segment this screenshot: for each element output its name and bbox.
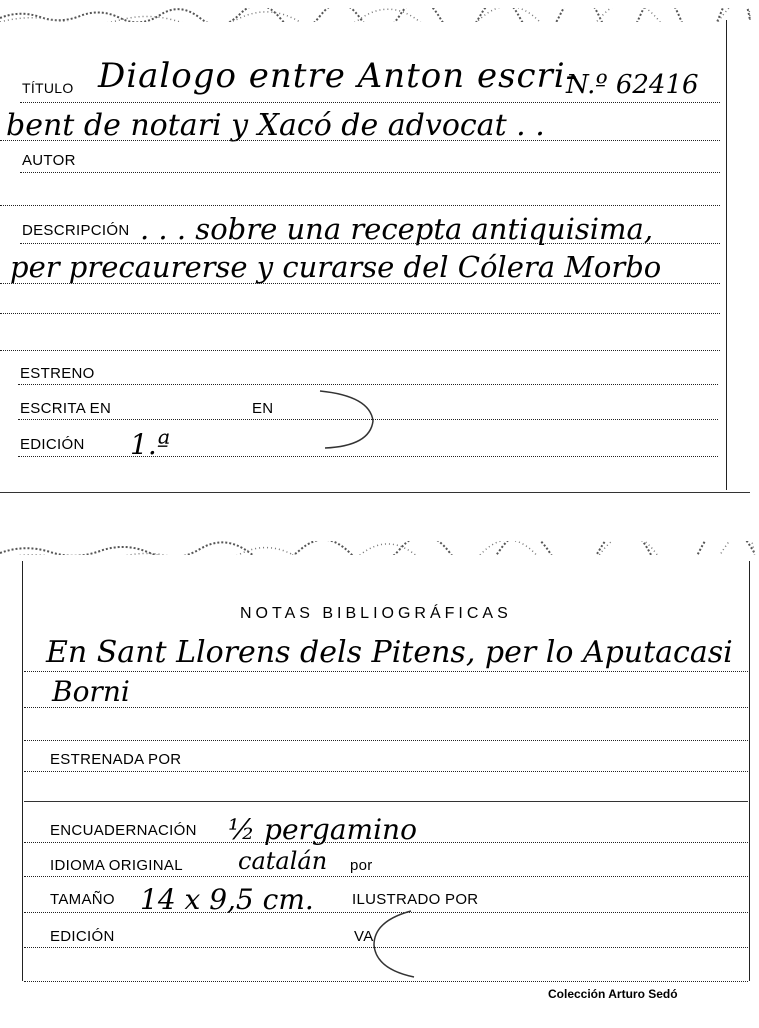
descripcion-rule-2 bbox=[0, 283, 720, 284]
notas-handwritten-1: En Sant Llorens dels Pitens, per lo Aputacasi bbox=[46, 635, 733, 670]
punch-hole-1 bbox=[315, 386, 385, 456]
titulo-handwritten-1: Dialogo entre Anton escri- bbox=[98, 56, 579, 96]
encuadernacion-rule bbox=[24, 842, 748, 843]
torn-edge bbox=[0, 8, 759, 22]
blank-rule-3 bbox=[0, 350, 720, 351]
idioma-value: catalán bbox=[238, 847, 328, 875]
en-label: EN bbox=[252, 400, 274, 417]
edicion-rule bbox=[18, 456, 718, 457]
card2-left-border bbox=[22, 561, 23, 981]
idioma-rule bbox=[24, 876, 748, 877]
estrenada-por-label: ESTRENADA POR bbox=[50, 751, 182, 768]
va-label: VA bbox=[354, 928, 374, 945]
notas-rule-3 bbox=[24, 740, 748, 741]
titulo-rule-2 bbox=[0, 140, 720, 141]
edicion2-label: EDICIÓN bbox=[50, 928, 115, 945]
idioma-label: IDIOMA ORIGINAL bbox=[50, 857, 183, 874]
tamano-label: TAMAÑO bbox=[50, 891, 115, 908]
titulo-label: TÍTULO bbox=[22, 80, 74, 96]
encuadernacion-value: ½ pergamino bbox=[228, 813, 417, 846]
edicion-value: 1.ª bbox=[130, 428, 171, 461]
encuadernacion-label: ENCUADERNACIÓN bbox=[50, 822, 197, 839]
card-right-border bbox=[726, 20, 727, 490]
notas-handwritten-2: Borni bbox=[52, 675, 130, 708]
estreno-rule bbox=[18, 384, 718, 385]
edicion-label: EDICIÓN bbox=[20, 436, 85, 453]
punch-hole-2 bbox=[366, 903, 426, 983]
notas-rule-2 bbox=[24, 707, 748, 708]
blank-rule-1 bbox=[0, 205, 720, 206]
estrenada-rule bbox=[24, 771, 748, 772]
blank-rule-2 bbox=[0, 313, 720, 314]
autor-rule bbox=[20, 172, 720, 173]
descripcion-handwritten-2: per precaurerse y curarse del Cólera Morbo bbox=[10, 250, 662, 284]
titulo-handwritten-2: bent de notari y Xacó de advocat . . bbox=[6, 108, 545, 143]
por-label: por bbox=[350, 857, 373, 874]
notas-heading: NOTAS BIBLIOGRÁFICAS bbox=[240, 605, 512, 622]
tamano-value: 14 x 9,5 cm. bbox=[140, 883, 314, 916]
autor-label: AUTOR bbox=[22, 152, 76, 169]
escrita-en-label: ESCRITA EN bbox=[20, 400, 112, 417]
card-bottom-edge bbox=[0, 492, 750, 493]
ilustrado-label: ILUSTRADO POR bbox=[352, 891, 479, 908]
card2-right-border bbox=[749, 561, 750, 981]
titulo-rule bbox=[20, 102, 720, 103]
reference-number: N.º 62416 bbox=[566, 70, 699, 100]
catalog-card-bottom bbox=[0, 535, 759, 1028]
descripcion-label: DESCRIPCIÓN bbox=[22, 222, 130, 239]
bottom-rule bbox=[24, 981, 748, 982]
estrenada-box-bottom bbox=[24, 801, 748, 802]
torn-edge-2 bbox=[0, 541, 759, 555]
notas-rule-1 bbox=[24, 671, 748, 672]
estreno-label: ESTRENO bbox=[20, 365, 95, 382]
descripcion-handwritten-1: . . . sobre una recepta antiquisima, bbox=[140, 212, 654, 246]
catalog-card-top bbox=[0, 0, 759, 500]
descripcion-rule bbox=[20, 243, 720, 244]
collection-stamp: Colección Arturo Sedó bbox=[548, 987, 678, 1001]
